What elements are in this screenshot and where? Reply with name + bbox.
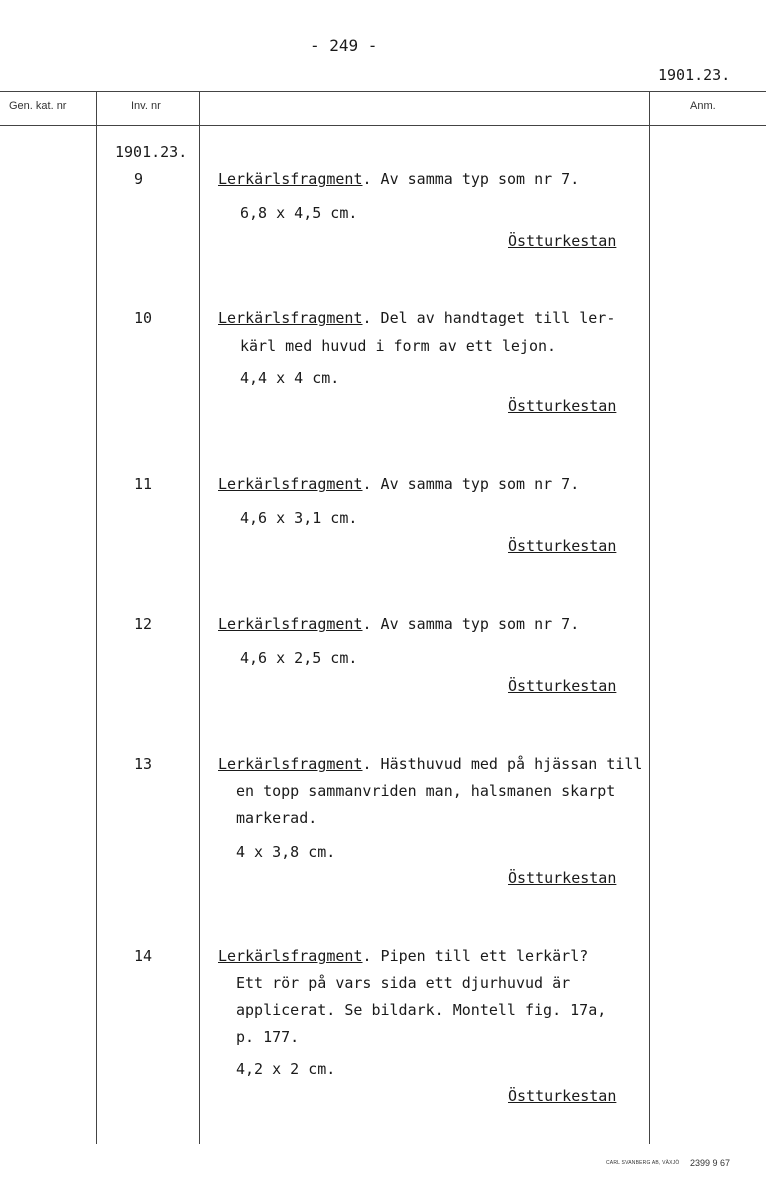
description-line [218,475,579,493]
column-divider-text-anm [649,92,650,1144]
entry-title: Lerkärlsfragment [218,309,363,327]
description-line: kärl med huvud i form av ett lejon. [240,337,557,355]
column-divider-gen-inv [96,92,97,1144]
description-line: p. 177. [236,1028,300,1046]
dimensions: 4,6 x 3,1 cm. [240,509,358,527]
dimensions: 4,2 x 2 cm. [236,1060,336,1078]
description-line [218,309,615,327]
entry-title: Lerkärlsfragment [218,755,363,773]
description-text: . Av samma typ som nr 7. [362,615,580,633]
dimensions: 4,6 x 2,5 cm. [240,649,358,667]
description-line [218,947,588,965]
header-bottom-rule [0,125,766,126]
inv-number: 11 [134,475,153,493]
description-line [218,615,579,633]
place: Östturkestan [508,677,617,695]
inv-number: 10 [134,309,153,327]
description-text: . Pipen till ett lerkärl? [362,947,589,965]
column-header-anm: Anm. [690,100,716,112]
printer-imprint: CARL SVANBERG AB, VÄXJÖ [606,1160,680,1166]
place: Östturkestan [508,869,617,887]
form-code: 2399 9 67 [690,1158,731,1168]
description-text: . Av samma typ som nr 7. [362,170,580,188]
inv-number: 9 [134,170,144,188]
entry-title: Lerkärlsfragment [218,170,363,188]
description-text: . Hästhuvud med på hjässan till [362,755,643,773]
column-divider-inv-text [199,92,200,1144]
place: Östturkestan [508,1087,617,1105]
column-header-gen-kat-nr: Gen. kat. nr [9,100,67,112]
place: Östturkestan [508,537,617,555]
entry-title: Lerkärlsfragment [218,615,363,633]
dimensions: 6,8 x 4,5 cm. [240,204,358,222]
description-line [218,170,579,188]
description-line: applicerat. Se bildark. Montell fig. 17a, [236,1001,607,1019]
inv-number: 12 [134,615,153,633]
entry-title: Lerkärlsfragment [218,947,363,965]
inv-number: 14 [134,947,153,965]
description-text: . Av samma typ som nr 7. [362,475,580,493]
description-text: . Del av handtaget till ler- [362,309,616,327]
catalog-label: 1901.23. [115,143,188,161]
description-line [218,755,642,773]
header-top-rule [0,91,766,92]
entry-title: Lerkärlsfragment [218,475,363,493]
header-catalog-number: 1901.23. [658,66,731,84]
description-line: markerad. [236,809,318,827]
inv-number: 13 [134,755,153,773]
dimensions: 4,4 x 4 cm. [240,369,340,387]
dimensions: 4 x 3,8 cm. [236,843,336,861]
page-number: - 249 - [310,36,378,55]
description-line: Ett rör på vars sida ett djurhuvud är [236,974,571,992]
place: Östturkestan [508,232,617,250]
column-header-inv-nr: Inv. nr [131,100,161,112]
place: Östturkestan [508,397,617,415]
description-line: en topp sammanvriden man, halsmanen skarpt [236,782,616,800]
